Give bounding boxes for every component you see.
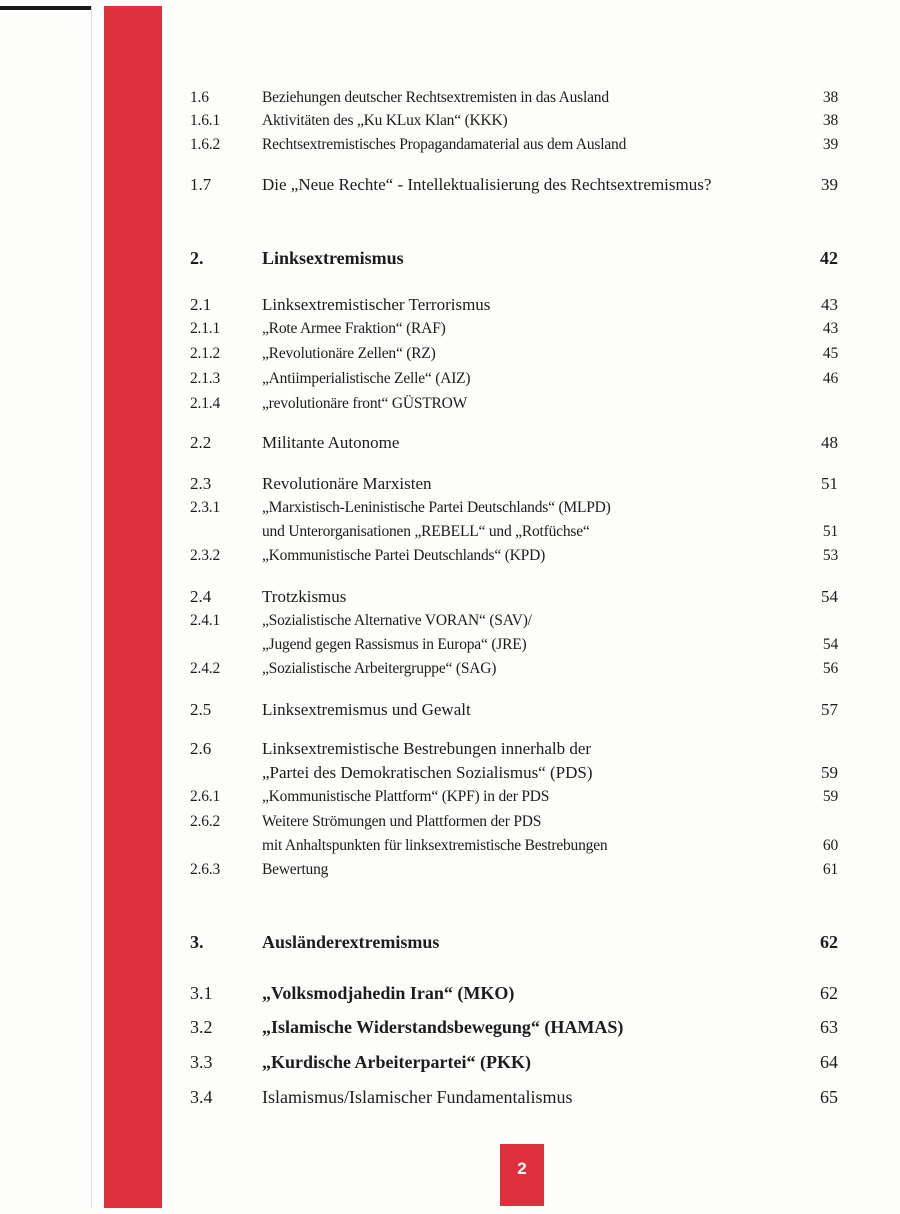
toc-title: Ausländerextremismus: [262, 932, 440, 952]
toc-chapter[interactable]: [0, 928, 900, 956]
toc-number: 1.6.1: [190, 112, 221, 129]
toc-page: 56: [822, 660, 838, 677]
toc-number: 3.2: [190, 1017, 213, 1037]
toc-title: Linksextremistische Bestrebungen innerhalb der: [262, 739, 592, 758]
toc-entry[interactable]: [0, 1013, 900, 1041]
toc-page: 63: [820, 1017, 838, 1037]
toc-entry[interactable]: [0, 315, 900, 343]
toc-entry[interactable]: [0, 131, 900, 159]
toc-page: 59: [822, 788, 838, 805]
toc-title: „Marxistisch-Leninistische Partei Deutschlands“ (MLPD): [262, 499, 611, 516]
toc-number: 1.6: [190, 89, 209, 106]
toc-page: 38: [822, 112, 838, 129]
toc-title: „Revolutionäre Zellen“ (RZ): [262, 345, 436, 362]
toc-number: 2.1.4: [190, 395, 221, 412]
toc-title: „Antiimperialistische Zelle“ (AIZ): [262, 370, 471, 387]
toc-number: 3.3: [190, 1052, 213, 1072]
toc-page: 43: [821, 295, 838, 314]
toc-entry[interactable]: [0, 655, 900, 683]
toc-page: 53: [822, 547, 838, 564]
toc-entry[interactable]: [0, 390, 900, 418]
page-number-badge: 2: [500, 1144, 544, 1206]
toc-page: 39: [821, 175, 838, 194]
toc-page: 62: [820, 983, 838, 1003]
toc-title: Linksextremismus und Gewalt: [262, 700, 471, 719]
toc-number: 2.3.1: [190, 499, 221, 516]
toc-number: 3.: [190, 932, 204, 952]
toc-page: 57: [821, 700, 838, 719]
toc-title: „Kurdische Arbeiterpartei“ (PKK): [262, 1052, 531, 1072]
toc-title: Beziehungen deutscher Rechtsextremisten in das Ausland: [262, 89, 609, 106]
toc-entry[interactable]: [0, 783, 900, 811]
toc-number: 2.4.1: [190, 612, 221, 629]
toc-title: Trotzkismus: [262, 587, 347, 606]
toc-entry[interactable]: [0, 171, 900, 199]
toc-number: 2.6.2: [190, 813, 221, 830]
toc-title: „revolutionäre front“ GÜSTROW: [262, 395, 468, 412]
toc-title: Aktivitäten des „Ku KLux Klan“ (KKK): [262, 112, 508, 129]
toc-title: Weitere Strömungen und Plattformen der PDS: [262, 813, 542, 830]
toc-title: Rechtsextremistisches Propagandamaterial aus dem Ausland: [262, 136, 627, 153]
toc-number: 2.6: [190, 739, 212, 758]
toc-page: 48: [821, 433, 838, 452]
toc-number: 2.: [190, 248, 204, 268]
toc-page: 59: [821, 763, 838, 782]
toc-page: 62: [820, 932, 838, 952]
toc-entry[interactable]: [0, 979, 900, 1007]
toc-title: mit Anhaltspunkten für linksextremistische Bestrebungen: [262, 837, 608, 854]
toc-page: 64: [820, 1052, 838, 1072]
toc-title: Die „Neue Rechte“ - Intellektualisierung des Rechtsextremismus?: [262, 175, 712, 194]
toc-page: 51: [822, 523, 838, 540]
toc-number: 2.1.3: [190, 370, 221, 387]
toc-entry[interactable]: [0, 1048, 900, 1076]
toc-number: 1.7: [190, 175, 212, 194]
toc-number: 2.4: [190, 587, 212, 606]
toc-number: 2.1.1: [190, 320, 221, 337]
toc-chapter[interactable]: [0, 244, 900, 272]
toc-entry[interactable]: [0, 856, 900, 884]
toc-title: und Unterorganisationen „REBELL“ und „Rotfüchse“: [262, 523, 590, 540]
toc-title: Revolutionäre Marxisten: [262, 474, 432, 493]
toc-entry[interactable]: [0, 429, 900, 457]
toc-number: 2.2: [190, 433, 212, 452]
toc-page: 54: [822, 636, 838, 653]
toc-page: 54: [821, 587, 838, 606]
toc-page: 60: [822, 837, 838, 854]
toc-page: 65: [820, 1087, 838, 1107]
toc-page: 45: [822, 345, 838, 362]
toc-number: 2.6.3: [190, 861, 221, 878]
toc-title: Bewertung: [262, 861, 329, 878]
toc-number: 2.1: [190, 295, 212, 314]
toc-number: 3.1: [190, 983, 213, 1003]
toc-page: 42: [820, 248, 838, 268]
toc-page: 39: [822, 136, 838, 153]
toc-entry[interactable]: [0, 696, 900, 724]
toc-title: Militante Autonome: [262, 433, 400, 452]
toc-number: 1.6.2: [190, 136, 221, 153]
toc-title: „Rote Armee Fraktion“ (RAF): [262, 320, 446, 337]
toc-page: 38: [822, 89, 838, 106]
toc-entry[interactable]: [0, 365, 900, 393]
toc-number: 2.6.1: [190, 788, 221, 805]
toc-entry[interactable]: [0, 340, 900, 368]
toc-page: 51: [821, 474, 838, 493]
toc-title: „Jugend gegen Rassismus in Europa“ (JRE): [262, 636, 527, 653]
toc-entry[interactable]: [0, 542, 900, 570]
toc-title: Linksextremismus: [262, 248, 404, 268]
toc-title: „Partei des Demokratischen Sozialismus“ (PDS): [262, 763, 593, 782]
toc-page: 61: [822, 861, 838, 878]
toc-title: Linksextremistischer Terrorismus: [262, 295, 491, 314]
toc-entry[interactable]: [0, 1083, 900, 1111]
toc-number: 3.4: [190, 1087, 213, 1107]
toc-title: „Kommunistische Partei Deutschlands“ (KPD): [262, 547, 546, 564]
toc-number: 2.4.2: [190, 660, 221, 677]
toc-title: „Kommunistische Plattform“ (KPF) in der PDS: [262, 788, 550, 805]
toc-number: 2.3.2: [190, 547, 221, 564]
toc-number: 2.5: [190, 700, 212, 719]
toc-title: „Sozialistische Arbeitergruppe“ (SAG): [262, 660, 497, 677]
toc-number: 2.3: [190, 474, 212, 493]
toc-title: „Islamische Widerstandsbewegung“ (HAMAS): [262, 1017, 624, 1037]
toc-title: „Volksmodjahedin Iran“ (MKO): [262, 983, 515, 1003]
toc-title: „Sozialistische Alternative VORAN“ (SAV)/: [262, 612, 532, 629]
toc-page: 46: [822, 370, 838, 387]
toc-page: 43: [822, 320, 838, 337]
toc-number: 2.1.2: [190, 345, 221, 362]
toc-title: Islamismus/Islamischer Fundamentalismus: [262, 1087, 573, 1107]
